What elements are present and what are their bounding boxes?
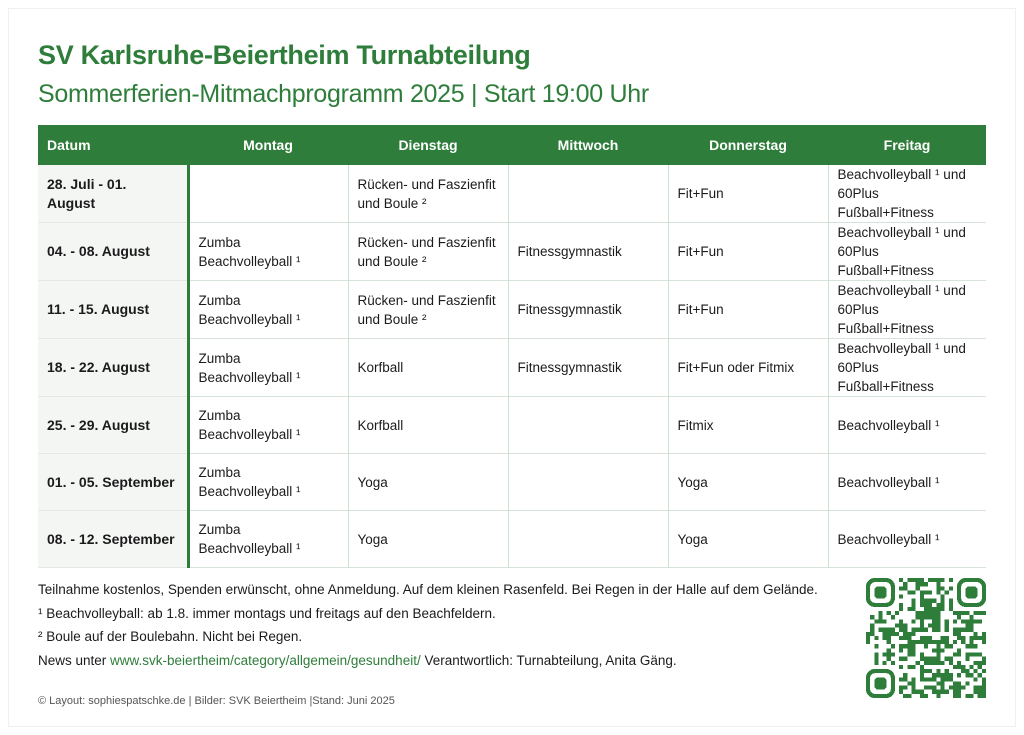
table-cell: Beachvolleyball ¹ und 60Plus Fußball+Fitness	[828, 223, 986, 281]
table-cell: Korfball	[348, 339, 508, 397]
table-row	[38, 397, 986, 454]
date-cell: 18. - 22. August	[38, 339, 188, 397]
table-cell: Yoga	[668, 511, 828, 568]
table-cell: Zumba Beachvolleyball ¹	[188, 339, 348, 397]
table-cell: Zumba Beachvolleyball ¹	[188, 511, 348, 568]
date-cell: 01. - 05. September	[38, 454, 188, 511]
page-title: SV Karlsruhe-Beiertheim Turnabteilung	[38, 40, 531, 70]
table-row	[38, 339, 986, 397]
date-cell: 08. - 12. September	[38, 511, 188, 568]
table-cell	[508, 454, 668, 511]
table-cell: Beachvolleyball ¹ und 60Plus Fußball+Fitness	[828, 281, 986, 339]
table-row	[38, 511, 986, 568]
table-cell: Beachvolleyball ¹	[828, 454, 986, 511]
table-cell	[188, 165, 348, 223]
table-cell: Fit+Fun oder Fitmix	[668, 339, 828, 397]
date-cell: 04. - 08. August	[38, 223, 188, 281]
table-cell: Rücken- und Faszienfit und Boule ²	[348, 165, 508, 223]
note-footnote-2: ² Boule auf der Boulebahn. Nicht bei Regen.	[38, 629, 303, 644]
table-cell	[508, 397, 668, 454]
table-cell: Yoga	[668, 454, 828, 511]
footer-credits: © Layout: sophiespatschke.de | Bilder: SVK Beiertheim |Stand: Juni 2025	[38, 695, 395, 707]
news-link[interactable]: www.svk-beiertheim/category/allgemein/gesundheit/	[110, 652, 421, 668]
table-cell: Rücken- und Faszienfit und Boule ²	[348, 281, 508, 339]
table-cell: Zumba Beachvolleyball ¹	[188, 281, 348, 339]
table-row	[38, 223, 986, 281]
news-prefix: News unter	[38, 652, 107, 668]
table-cell	[508, 511, 668, 568]
table-cell: Zumba Beachvolleyball ¹	[188, 397, 348, 454]
note-footnote-1: ¹ Beachvolleyball: ab 1.8. immer montags und freitags auf den Beachfeldern.	[38, 605, 496, 621]
date-cell: 11. - 15. August	[38, 281, 188, 339]
table-cell: Beachvolleyball ¹ und 60Plus Fußball+Fitness	[828, 339, 986, 397]
table-cell: Fit+Fun	[668, 165, 828, 223]
notes	[38, 578, 838, 672]
table-row	[38, 165, 986, 223]
note-news	[38, 649, 838, 673]
table-header-row	[38, 125, 986, 165]
table-cell: Beachvolleyball ¹ und 60Plus Fußball+Fitness	[828, 165, 986, 223]
table-cell: Fitnessgymnastik	[508, 339, 668, 397]
table-cell: Korfball	[348, 397, 508, 454]
table-row	[38, 454, 986, 511]
qr-code-icon[interactable]	[866, 578, 986, 698]
table-cell: Beachvolleyball ¹	[828, 511, 986, 568]
date-cell: 25. - 29. August	[38, 397, 188, 454]
table-cell: Fit+Fun	[668, 223, 828, 281]
table-cell: Rücken- und Faszienfit und Boule ²	[348, 223, 508, 281]
schedule-table	[38, 125, 986, 568]
news-responsible: Verantwortlich: Turnabteilung, Anita Gäng.	[424, 652, 677, 668]
date-cell: 28. Juli - 01. August	[38, 165, 188, 223]
column-header: Dienstag	[348, 125, 508, 165]
table-cell: Yoga	[348, 511, 508, 568]
column-header: Donnerstag	[668, 125, 828, 165]
note-general: Teilnahme kostenlos, Spenden erwünscht, ohne Anmeldung. Auf dem kleinen Rasenfeld. Bei Regen in der Halle auf dem Gelände.	[38, 582, 818, 597]
table-cell: Zumba Beachvolleyball ¹	[188, 454, 348, 511]
table-cell: Fit+Fun	[668, 281, 828, 339]
page-subtitle: Sommerferien-Mitmachprogramm 2025 | Start 19:00 Uhr	[38, 80, 649, 108]
table-cell: Beachvolleyball ¹	[828, 397, 986, 454]
table-cell: Fitnessgymnastik	[508, 281, 668, 339]
table-row	[38, 281, 986, 339]
table-cell	[508, 165, 668, 223]
table-cell: Zumba Beachvolleyball ¹	[188, 223, 348, 281]
table-cell: Yoga	[348, 454, 508, 511]
table-cell: Fitmix	[668, 397, 828, 454]
column-header: Datum	[38, 125, 188, 165]
column-header: Mittwoch	[508, 125, 668, 165]
column-header: Freitag	[828, 125, 986, 165]
column-header: Montag	[188, 125, 348, 165]
table-cell: Fitnessgymnastik	[508, 223, 668, 281]
